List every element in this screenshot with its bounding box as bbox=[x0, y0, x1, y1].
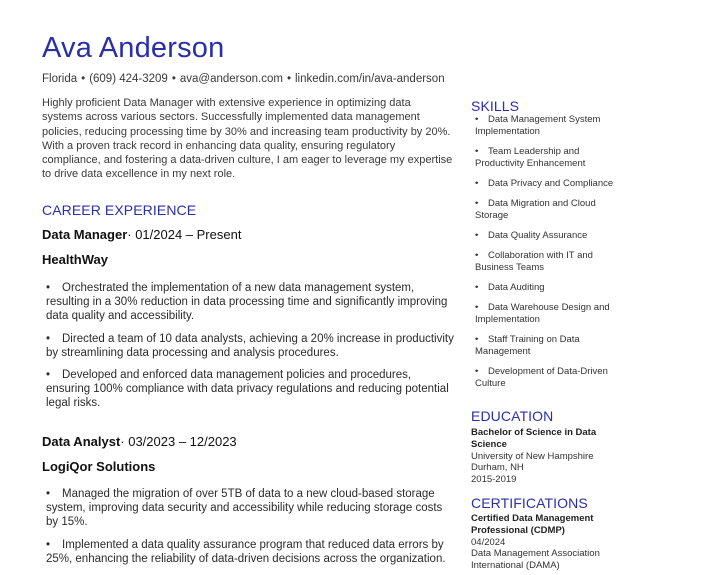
job-bullets bbox=[46, 281, 456, 419]
separator: • bbox=[81, 73, 86, 85]
list-item: • Developed and enforced data management policies and procedures, ensuring 100% compliance with data privacy regulations and reducing potential legal risks. bbox=[46, 369, 449, 410]
skill-item: • Data Warehouse Design and Implementation bbox=[475, 302, 610, 325]
skill-item: • Data Quality Assurance bbox=[475, 230, 588, 241]
skills-heading: SKILLS bbox=[471, 98, 520, 114]
skill-item: • Data Management System Implementation bbox=[475, 114, 601, 137]
education-entry bbox=[471, 427, 631, 486]
certification-issuer: Data Management Association International (DAMA) bbox=[471, 548, 600, 572]
skill-item: • Data Auditing bbox=[475, 282, 545, 293]
school: University of New Hampshire bbox=[471, 450, 594, 462]
skill-item: • Data Migration and Cloud Storage bbox=[475, 198, 596, 221]
list-item: • Orchestrated the implementation of a new data management system, resulting in a 30% reduction in data processing time and significantly improving data quality and accessibility. bbox=[46, 282, 448, 323]
linkedin: linkedin.com/in/ava-anderson bbox=[295, 73, 445, 85]
list-item: • Implemented a data quality assurance program that reduced data errors by 25%, enhancing the reliability of data-driven decisions across the organization. bbox=[46, 538, 446, 565]
certification-entry bbox=[471, 513, 631, 572]
certification-date: 04/2024 bbox=[471, 536, 506, 548]
separator: • bbox=[286, 73, 291, 85]
candidate-name: Ava Anderson bbox=[42, 32, 225, 64]
phone: (609) 424-3209 bbox=[89, 73, 168, 85]
certifications-heading: CERTIFICATIONS bbox=[471, 495, 588, 511]
contact-line bbox=[42, 73, 445, 85]
skill-item: • Development of Data-Driven Culture bbox=[475, 366, 608, 389]
summary: Highly proficient Data Manager with extensive experience in optimizing data systems across various sectors. Successfully implemented data management policies, reducing processing time by 30% and increasing team productivity by 20%. With a proven track record in enhancing data quality, ensuring regulatory compliance, and fostering a data-driven culture, I am eager to leverage my expertise to drive data excellence in my next role. bbox=[42, 97, 453, 181]
education-heading: EDUCATION bbox=[471, 408, 554, 424]
skills-list bbox=[475, 114, 625, 398]
job-bullets bbox=[46, 487, 456, 574]
certification-name: Certified Data Management Professional (CDMP) bbox=[471, 513, 594, 536]
experience-heading: CAREER EXPERIENCE bbox=[42, 202, 197, 218]
job-title bbox=[42, 434, 237, 449]
separator: • bbox=[171, 73, 176, 85]
job-role: Data Analyst bbox=[42, 434, 121, 449]
job-title bbox=[42, 227, 241, 242]
job-dates: · 01/2024 – Present bbox=[127, 227, 242, 242]
skill-item: • Collaboration with IT and Business Teams bbox=[475, 250, 593, 273]
company-name: LogiQor Solutions bbox=[42, 459, 156, 474]
job-dates: · 03/2023 – 12/2023 bbox=[120, 434, 237, 449]
list-item: • Managed the migration of over 5TB of data to a new cloud-based storage system, improving data security and accessibility while reducing storage costs by 15%. bbox=[46, 488, 443, 529]
location: Florida bbox=[42, 73, 78, 85]
skill-item: • Team Leadership and Productivity Enhancement bbox=[475, 146, 586, 169]
skill-item: • Staff Training on Data Management bbox=[475, 334, 580, 357]
job-role: Data Manager bbox=[42, 227, 128, 242]
company-name: HealthWay bbox=[42, 252, 108, 267]
school-location: Durham, NH bbox=[471, 462, 524, 474]
degree: Bachelor of Science in Data Science bbox=[471, 427, 597, 450]
list-item: • Directed a team of 10 data analysts, achieving a 20% increase in productivity by streamlining data processing and analysis procedures. bbox=[46, 332, 454, 359]
skill-item: • Data Privacy and Compliance bbox=[475, 178, 614, 189]
education-years: 2015-2019 bbox=[471, 474, 517, 486]
email: ava@anderson.com bbox=[179, 73, 283, 85]
